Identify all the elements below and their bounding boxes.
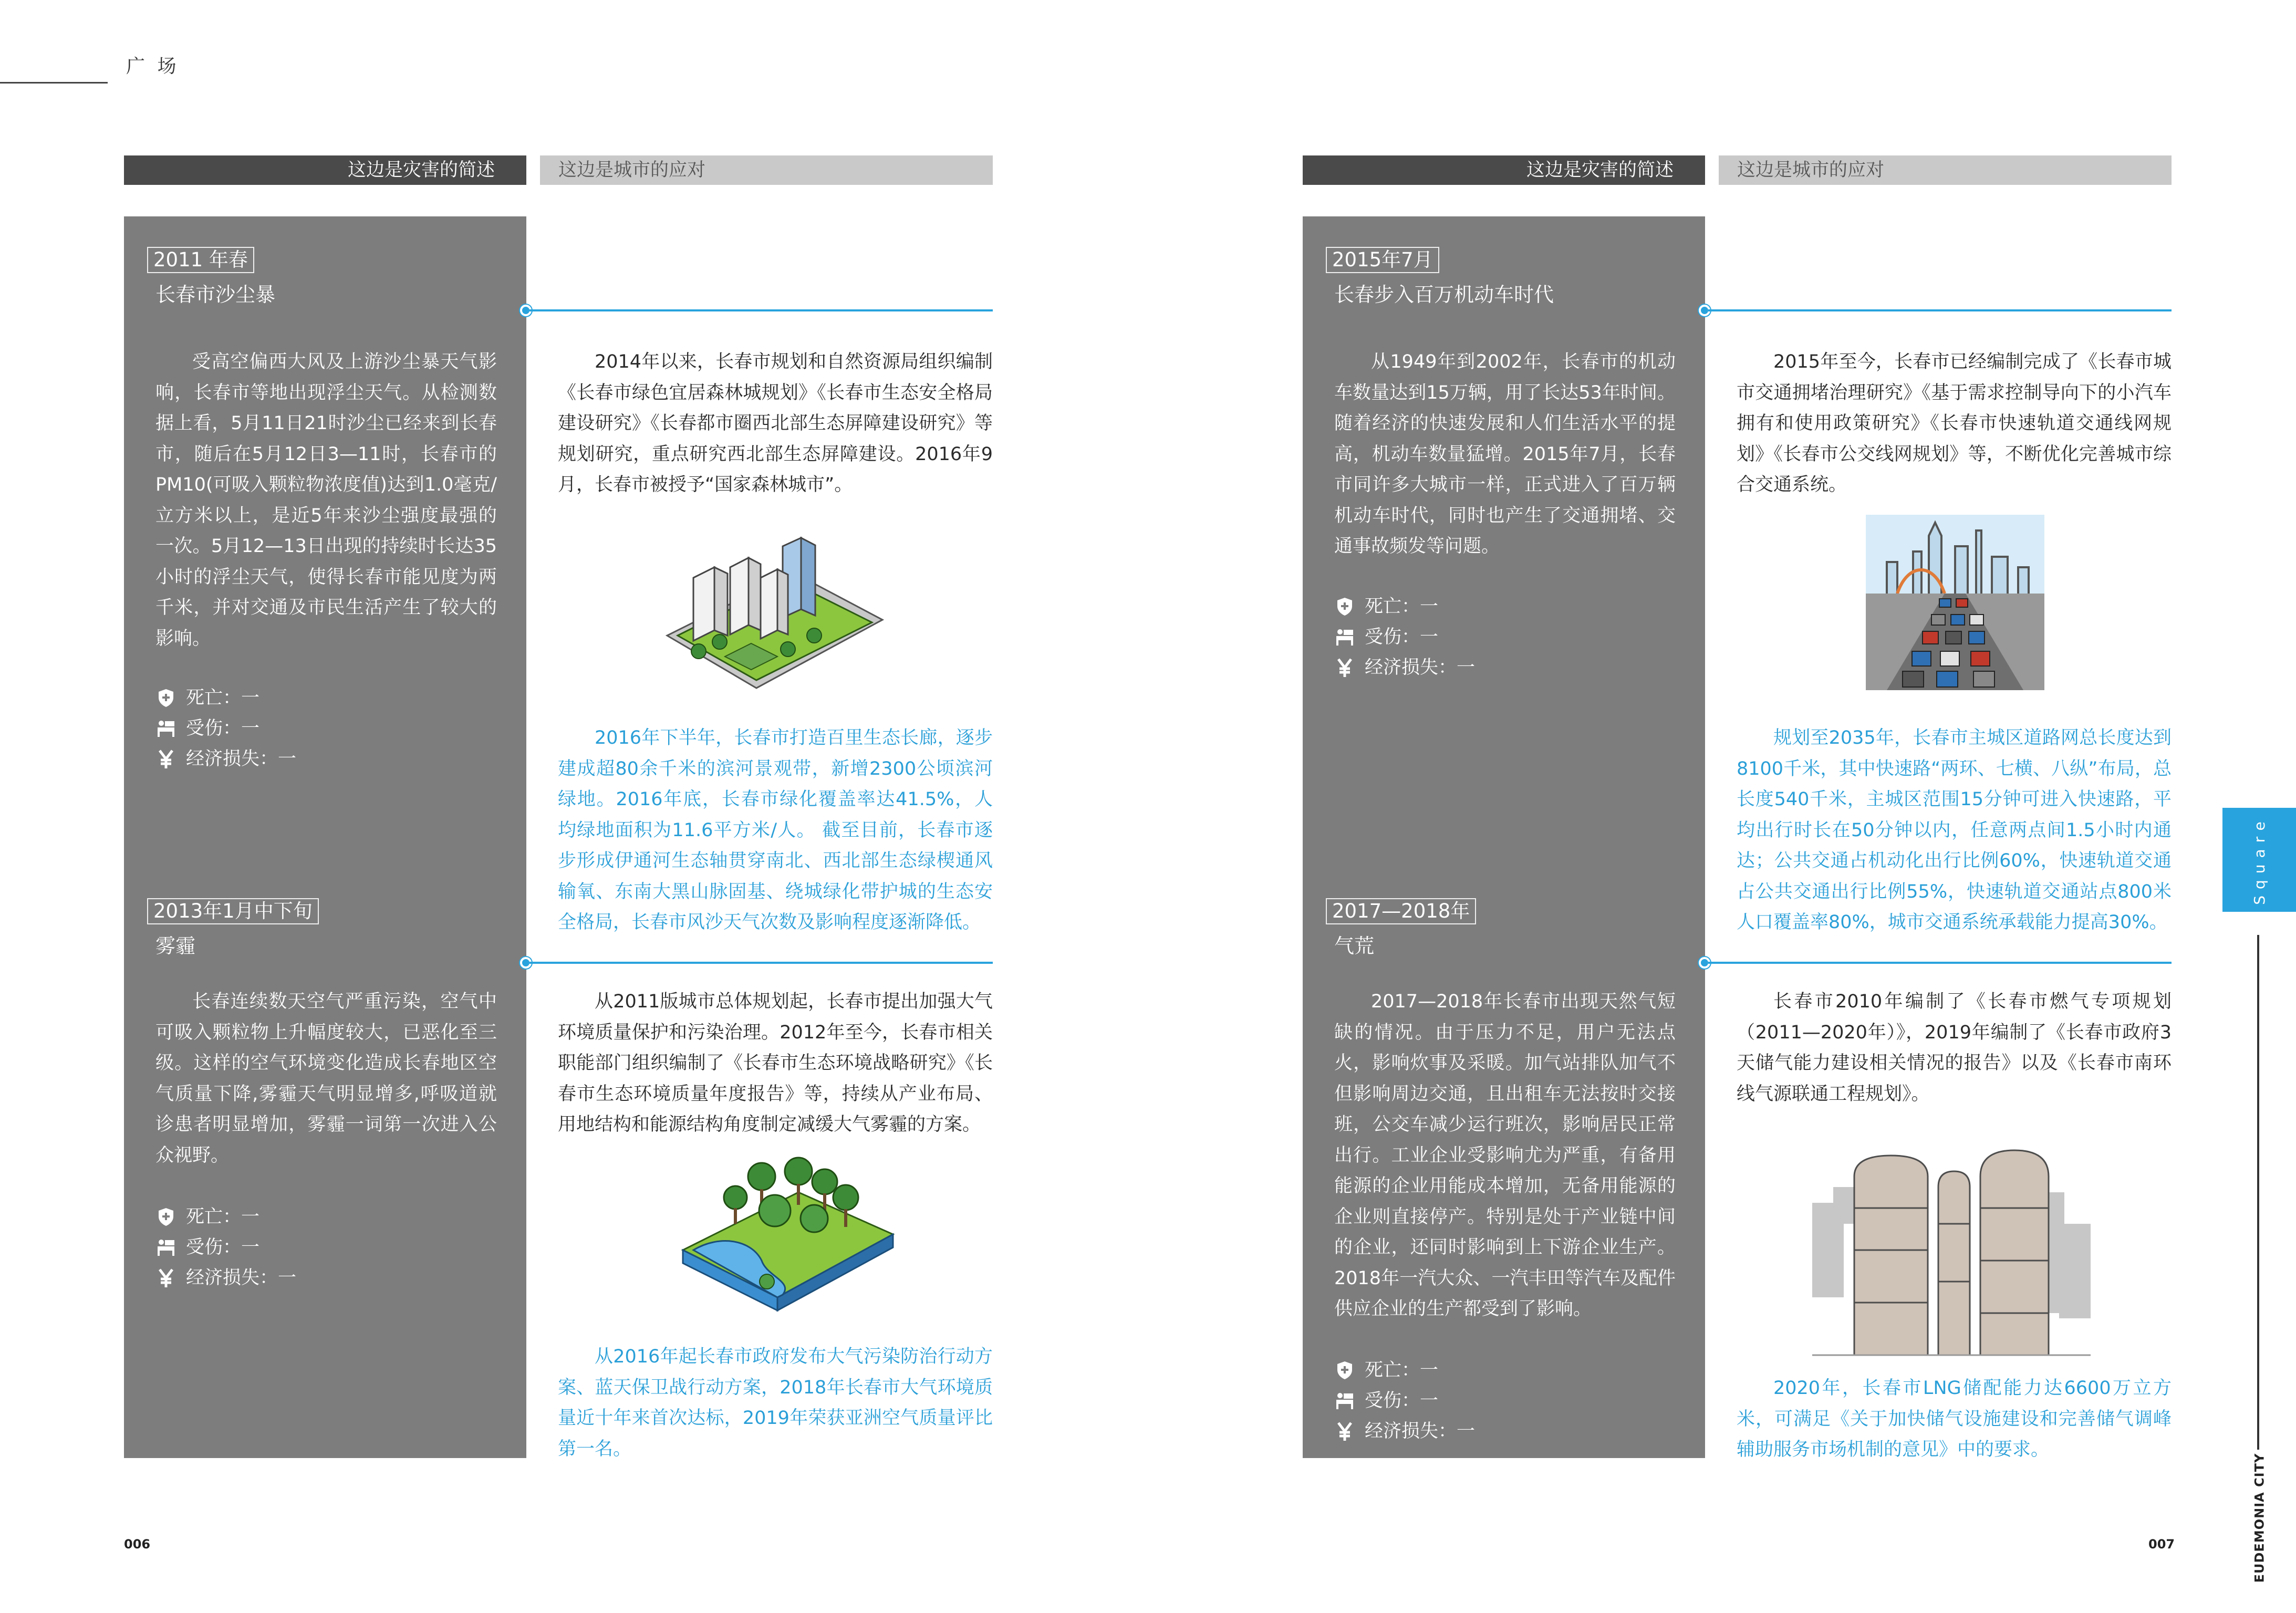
timeline-line [529, 309, 993, 311]
event-date: 2017—2018年 [1326, 898, 1476, 924]
shield-icon [155, 688, 176, 709]
stat-death-label: 死亡：一 [186, 688, 260, 709]
stat-death-label: 死亡：一 [1365, 596, 1439, 617]
tab-response-left: 这边是城市的应对 [540, 155, 993, 185]
event-description: 长春连续数天空气严重污染，空气中可吸入颗粒物上升幅度较大，已恶化至三级。这样的空气环境变化造成长春地区空气质量下降,雾霾天气明显增多,呼吸道就诊患者明显增加，雾霾一词第一次进入公众视野。 [155, 991, 497, 1166]
response-text: 从2011版城市总体规划起，长春市提出加强大气环境质量保护和污染治理。2012年至今，长春市相关职能部门组织编制了《长春市生态环境战略研究》《长春市生态环境质量年度报告》等，持续从产业布局、用地结构和能源结构角度制定减缓大气雾霾的方案。 [558, 991, 993, 1135]
tab-response-right: 这边是城市的应对 [1719, 155, 2172, 185]
stat-death [155, 1202, 296, 1232]
event-title: 长春市沙尘暴 [155, 283, 276, 306]
yen-icon [1334, 657, 1355, 678]
hospital-bed-icon [1334, 627, 1355, 648]
event-description: 从1949年到2002年，长春市的机动车数量达到15万辆，用了长达53年时间。随着经济的快速发展和人们生活水平的提高，机动车数量猛增。2015年7月，长春市同许多大城市一样，正式进入了百万辆机动车时代，同时也产生了交通拥堵、交通事故频发等问题。 [1334, 351, 1676, 557]
page-number-right: 007 [2148, 1537, 2175, 1552]
stat-injured-label: 受伤：一 [1365, 1390, 1439, 1411]
yen-icon [155, 1267, 176, 1288]
stat-death [1334, 1355, 1475, 1386]
event-stats [155, 683, 296, 774]
result-text: 2016年下半年，长春市打造百里生态长廊，逐步建成超80余千米的滨河景观带，新增2300公顷滨河绿地。2016年底，长春市绿化覆盖率达41.5%，人均绿地面积为11.6平方米/人。 截至目前，长春市逐步形成伊通河生态轴贯穿南北、西北部生态绿楔通风输氧、东南大黑山脉固基、绕城绿化带护城的生态安全格局，长春市风沙天气次数及影响程度逐渐降低。 [558, 727, 993, 933]
timeline-line [1708, 962, 2172, 964]
event-date: 2011 年春 [147, 247, 254, 273]
traffic-jam-illustration [1866, 515, 2044, 690]
stat-injured-label: 受伤：一 [186, 1237, 260, 1258]
hospital-bed-icon [1334, 1390, 1355, 1411]
event-stats [1334, 591, 1475, 683]
event-title: 雾霾 [155, 934, 196, 958]
section-side-tab-label: Square [2250, 815, 2268, 905]
event-title: 气荒 [1334, 934, 1375, 958]
stat-injured-label: 受伤：一 [186, 718, 260, 739]
stat-injured [155, 1232, 296, 1263]
shield-icon [1334, 1360, 1355, 1381]
stat-loss-label: 经济损失：一 [1365, 657, 1476, 678]
response-text: 2014年以来，长春市规划和自然资源局组织编制《长春市绿色宜居森林城规划》《长春市生态安全格局建设研究》《长春都市圈西北部生态屏障建设研究》等规划研究，重点研究西北部生态屏障建设。2016年9月，长春市被授予“国家森林城市”。 [558, 351, 993, 495]
event-description: 2017—2018年长春市出现天然气短缺的情况。由于压力不足，用户无法点火，影响炊事及采暖。加气站排队加气不但影响周边交通，且出租车无法按时交接班，公交车减少运行班次，影响居民正常出行。工业企业受影响尤为严重，有备用能源的企业用能成本增加，无备用能源的企业则直接停产。特别是处于产业链中间的企业，还同时影响到上下游企业生产。2018年一汽大众、一汽丰田等汽车及配件供应企业的生产都受到了影响。 [1334, 991, 1676, 1319]
stat-injured-label: 受伤：一 [1365, 627, 1439, 648]
header-rule [0, 82, 108, 84]
page-number-left: 006 [124, 1537, 151, 1552]
green-city-illustration [657, 530, 893, 699]
stat-loss [1334, 652, 1475, 683]
magazine-name-label: EUDEMONIA CITY [2252, 1453, 2267, 1583]
hospital-bed-icon [155, 718, 176, 739]
hospital-bed-icon [155, 1237, 176, 1258]
park-lake-illustration [678, 1156, 898, 1313]
yen-icon [155, 748, 176, 769]
response-text: 2015年至今，长春市已经编制完成了《长春市城市交通拥堵治理研究》《基于需求控制导向下的小汽车拥有和使用政策研究》《长春市快速轨道交通线网规划》《长春市公交线网规划》等，不断优化完善城市综合交通系统。 [1737, 351, 2172, 495]
shield-icon [155, 1206, 176, 1227]
event-date: 2013年1月中下旬 [147, 898, 319, 924]
tab-disaster-right: 这边是灾害的简述 [1303, 155, 1705, 185]
stat-loss [155, 1263, 296, 1293]
event-stats [155, 1202, 296, 1293]
event-title: 长春步入百万机动车时代 [1334, 283, 1554, 306]
section-label: 广 场 [126, 56, 180, 77]
stat-death [155, 683, 296, 713]
stat-loss [155, 744, 296, 774]
event-stats [1334, 1355, 1475, 1447]
result-text: 从2016年起长春市政府发布大气污染防治行动方案、蓝天保卫战行动方案，2018年长春市大气环境质量近十年来首次达标，2019年荣获亚洲空气质量评比第一名。 [558, 1346, 993, 1460]
stat-loss-label: 经济损失：一 [186, 1267, 297, 1288]
section-side-tab-text [2222, 808, 2296, 912]
tab-disaster-left: 这边是灾害的简述 [124, 155, 526, 185]
stat-injured [155, 713, 296, 744]
response-text: 长春市2010年编制了《长春市燃气专项规划（2011—2020年）》，2019年编制了《长春市政府3天储气能力建设相关情况的报告》以及《长春市南环线气源联通工程规划》。 [1737, 991, 2172, 1105]
stat-injured [1334, 1386, 1475, 1416]
lng-tanks-illustration [1812, 1145, 2091, 1376]
stat-loss-label: 经济损失：一 [186, 748, 297, 769]
timeline-line [1708, 309, 2172, 311]
result-text: 2020年，长春市LNG储配能力达6600万立方米，可满足《关于加快储气设施建设和完善储气调峰辅助服务市场机制的意见》中的要求。 [1737, 1378, 2172, 1460]
timeline-line [529, 962, 993, 964]
stat-loss [1334, 1416, 1475, 1447]
stat-injured [1334, 622, 1475, 652]
stat-death-label: 死亡：一 [186, 1206, 260, 1227]
stat-death [1334, 591, 1475, 622]
result-text: 规划至2035年，长春市主城区道路网总长度达到8100千米，其中快速路“两环、七横、八纵”布局，总长度540千米，主城区范围15分钟可进入快速路，平均出行时长在50分钟以内，任意两点间1.5小时内通达；公共交通占机动化出行比例60%，快速轨道交通占公共交通出行比例55%，快速轨道交通站点800米人口覆盖率80%，城市交通系统承载能力提高30%。 [1737, 727, 2172, 933]
stat-loss-label: 经济损失：一 [1365, 1421, 1476, 1442]
yen-icon [1334, 1421, 1355, 1442]
event-date: 2015年7月 [1326, 247, 1439, 273]
shield-icon [1334, 596, 1355, 617]
stat-death-label: 死亡：一 [1365, 1360, 1439, 1381]
event-description: 受高空偏西大风及上游沙尘暴天气影响，长春市等地出现浮尘天气。从检测数据上看，5月11日21时沙尘已经来到长春市，随后在5月12日3—11时，长春市的PM10(可吸入颗粒物浓度值)达到1.0毫克/立方米以上，是近5年来沙尘强度最强的一次。5月12—13日出现的持续时长达35小时的浮尘天气，使得长春市能见度为两千米，并对交通及市民生活产生了较大的影响。 [155, 351, 497, 649]
side-vertical-rule [2257, 935, 2259, 1450]
magazine-name [2243, 1453, 2275, 1583]
